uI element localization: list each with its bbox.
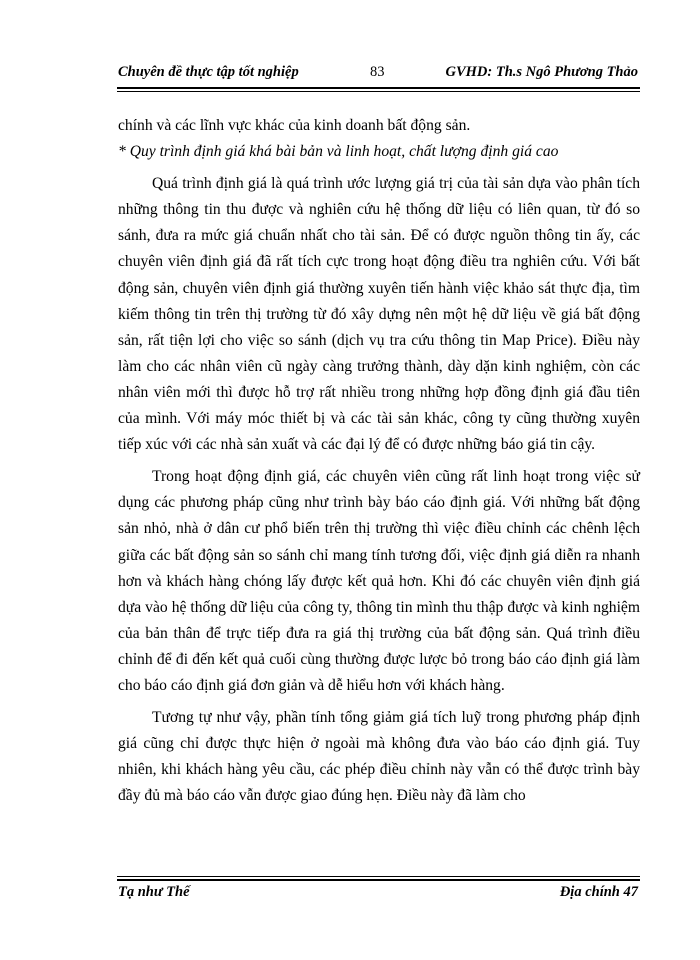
header-rule-thin: [117, 91, 640, 92]
header-rule: [117, 87, 640, 89]
paragraph: Trong hoạt động định giá, các chuyên viên cũng rất linh hoạt trong việc sử dụng các phương pháp cũng như trình bày báo cáo định giá. Với những bất động sản nhỏ, nhà ở dân cư phổ biến trên thị trường thì việc điều chỉnh các chênh lệch giữa các bất động sản so sánh chỉ mang tính tương đối, việc định giá diễn ra nhanh hơn và khách hàng chóng lấy được kết quả hơn. Khi đó các chuyên viên định giá dựa vào hệ thống dữ liệu của công ty, thông tin mình thu thập được và kinh nghiệm của bản thân để trực tiếp đưa ra giá thị trường của bất động sản. Quá trình điều chỉnh để đi đến kết quả cuối cùng thường được lược bỏ trong báo cáo định giá làm cho báo cáo định giá đơn giản và dễ hiểu hơn với khách hàng.: [118, 468, 640, 694]
footer-author: Tạ như Thế: [118, 884, 190, 900]
page-number: 83: [370, 64, 385, 80]
footer-class: Địa chính 47: [559, 884, 638, 900]
body-text: [118, 113, 640, 809]
header-advisor: GVHD: Th.s Ngô Phương Thảo: [445, 64, 638, 80]
paragraph: Quá trình định giá là quá trình ước lượng giá trị của tài sản dựa vào phân tích những thông tin thu được và nghiên cứu hệ thống dữ liệu có liên quan, từ đó so sánh, đưa ra mức giá chuẩn nhất cho tài sản. Để có được nguồn thông tin ấy, các chuyên viên định giá đã rất tích cực trong hoạt động điều tra nghiên cứu. Với bất động sản, chuyên viên định giá thường xuyên tiến hành việc khảo sát thực địa, tìm kiếm thông tin trên thị trường từ đó xây dựng nên một hệ dữ liệu về giá bất động sản, rất tiện lợi cho việc so sánh (dịch vụ tra cứu thông tin Map Price). Điều này làm cho các nhân viên cũ ngày càng trưởng thành, dày dặn kinh nghiệm, còn các nhân viên mới thì được hỗ trợ rất nhiều trong những hợp đồng định giá đầu tiên của mình. Với máy móc thiết bị và các tài sản khác, công ty cũng thường xuyên tiếp xúc với các nhà sản xuất và các đại lý để có được những báo giá tin cậy.: [118, 175, 640, 454]
footer-rule-thin: [117, 876, 640, 877]
section-heading: * Quy trình định giá khá bài bản và linh hoạt, chất lượng định giá cao: [118, 143, 559, 161]
page-footer: [118, 884, 638, 906]
paragraph-continuation: chính và các lĩnh vực khác của kinh doanh bất động sản.: [118, 117, 471, 134]
header-title: Chuyên đề thực tập tốt nghiệp: [118, 64, 299, 80]
footer-rule: [117, 879, 640, 881]
page-header: [118, 64, 638, 86]
paragraph: Tương tự như vậy, phần tính tổng giảm giá tích luỹ trong phương pháp định giá cũng chỉ được thực hiện ở ngoài mà không đưa vào báo cáo định giá. Tuy nhiên, khi khách hàng yêu cầu, các phép điều chỉnh này vẫn có thể được trình bày đầy đủ mà báo cáo vẫn được giao đúng hẹn. Điều này đã làm cho: [118, 709, 640, 805]
